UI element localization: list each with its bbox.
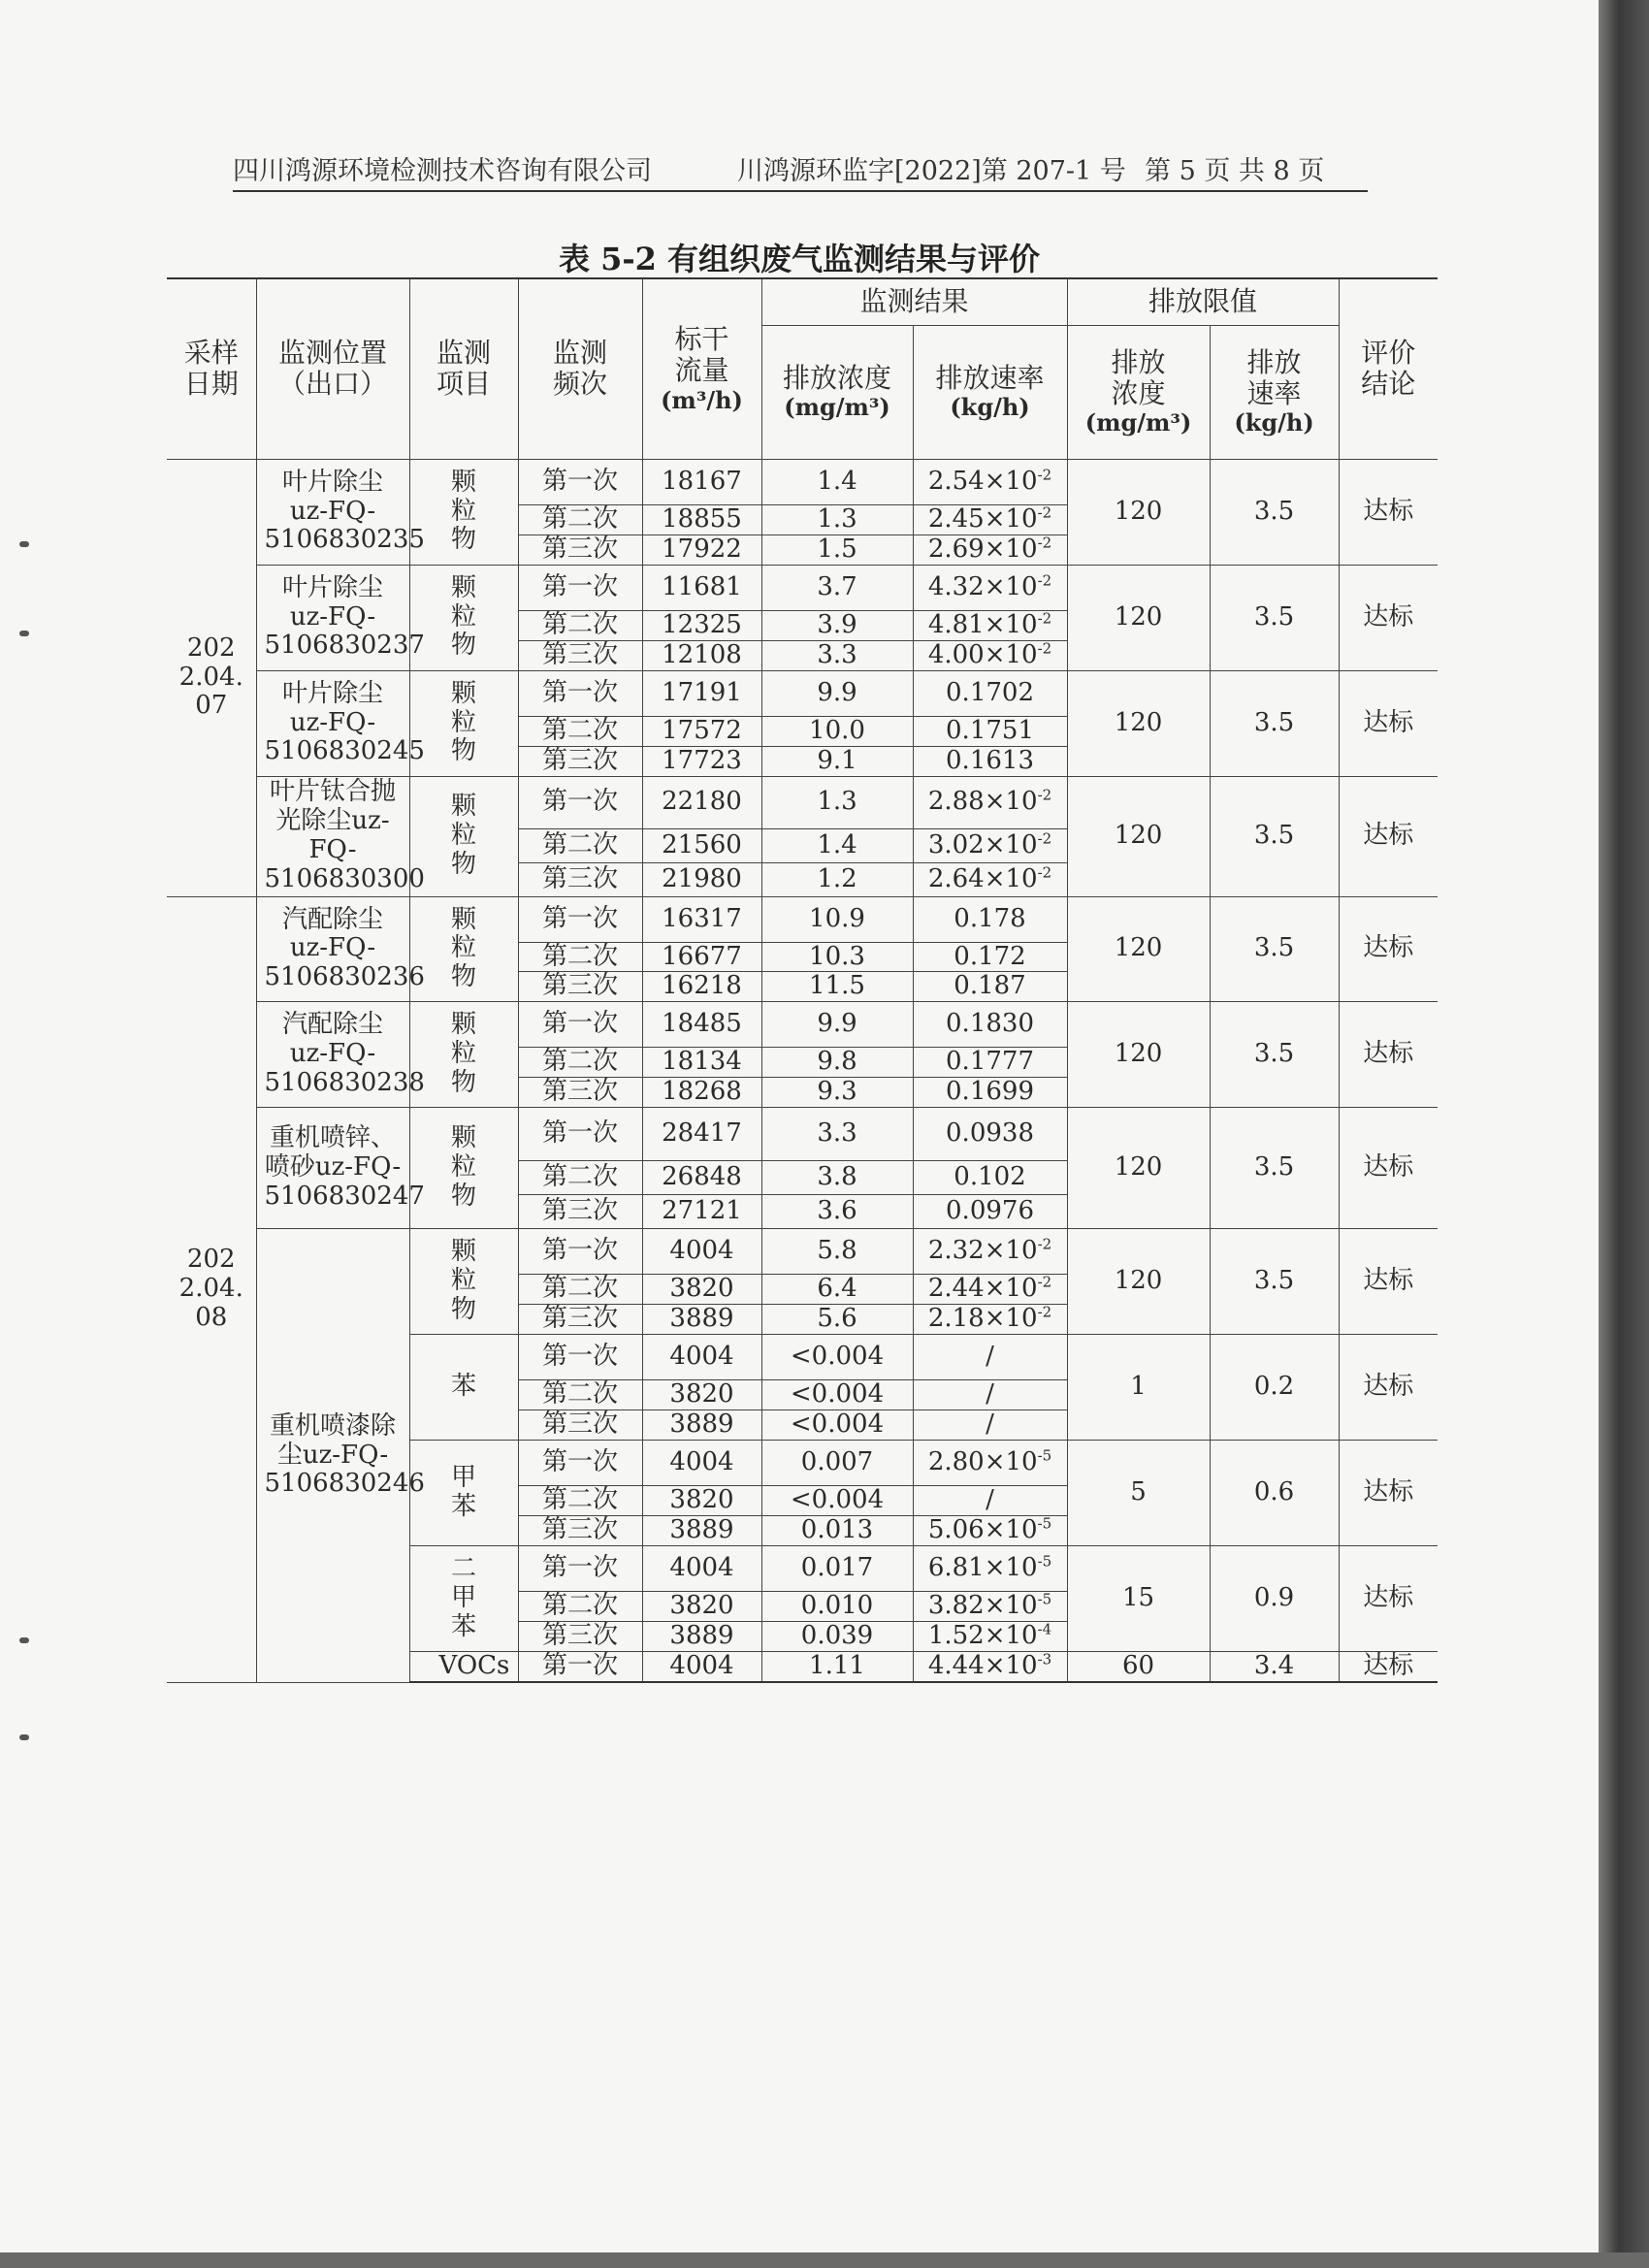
emission-concentration: 6.4 <box>761 1275 913 1305</box>
emission-concentration: 3.3 <box>761 1108 913 1161</box>
emission-concentration: 5.6 <box>761 1305 913 1335</box>
rate-mantissa: 3.82×10 <box>927 1591 1038 1621</box>
frequency: 第三次 <box>518 1078 642 1108</box>
evaluation-result: 达标 <box>1339 565 1438 670</box>
flow-rate: 3889 <box>642 1516 761 1546</box>
table-row <box>167 1229 1438 1275</box>
emission-rate: 0.1613 <box>913 746 1067 776</box>
limit-concentration: 120 <box>1067 776 1210 896</box>
evaluation-result: 达标 <box>1339 1546 1438 1652</box>
frequency: 第一次 <box>518 670 642 716</box>
emission-rate <box>913 459 1067 504</box>
monitoring-item: 颗粒物 <box>409 1002 518 1108</box>
flow-rate: 18855 <box>642 504 761 535</box>
rate-mantissa: 2.44×10 <box>927 1274 1038 1304</box>
frequency: 第一次 <box>518 1002 642 1048</box>
header-results-group: 监测结果 <box>761 278 1067 325</box>
monitoring-location: 叶片钛合抛光除尘uz-FQ-5106830300 <box>256 776 409 896</box>
binding-hole <box>19 1637 29 1643</box>
rate-mantissa: 1.52×10 <box>927 1621 1038 1651</box>
evaluation-result: 达标 <box>1339 1002 1438 1108</box>
rate-exponent: -2 <box>1037 570 1052 589</box>
emission-concentration: 3.8 <box>761 1161 913 1195</box>
emission-concentration: <0.004 <box>761 1380 913 1410</box>
rate-exponent: -2 <box>1037 1273 1052 1291</box>
header-limit-rate-unit: (kg/h) <box>1234 408 1314 437</box>
frequency: 第一次 <box>518 1335 642 1380</box>
header-flow <box>642 278 761 459</box>
emission-rate: 0.1751 <box>913 716 1067 746</box>
monitoring-location: 叶片除尘uz-FQ-5106830245 <box>256 670 409 776</box>
header-location: 监测位置（出口） <box>256 278 409 459</box>
sample-date-text: 2022.04.08 <box>178 1245 243 1333</box>
emission-rate: 0.178 <box>913 896 1067 942</box>
rate-exponent: -2 <box>1037 862 1052 881</box>
header-item: 监测项目 <box>409 278 518 459</box>
rate-mantissa: 2.32×10 <box>927 1236 1038 1266</box>
emission-rate <box>913 862 1067 896</box>
flow-rate: 3820 <box>642 1380 761 1410</box>
flow-rate: 3889 <box>642 1410 761 1441</box>
emission-concentration: 3.9 <box>761 610 913 640</box>
monitoring-location: 汽配除尘uz-FQ-5106830236 <box>256 896 409 1002</box>
frequency: 第二次 <box>518 504 642 535</box>
sample-date <box>167 896 256 1682</box>
limit-concentration: 120 <box>1067 1229 1210 1335</box>
limit-rate: 3.5 <box>1210 1108 1339 1229</box>
emission-rate: / <box>913 1380 1067 1410</box>
emission-concentration: 0.010 <box>761 1592 913 1622</box>
emission-rate <box>913 1229 1067 1275</box>
rate-exponent: -2 <box>1037 1235 1052 1253</box>
evaluation-result: 达标 <box>1339 1652 1438 1682</box>
table-row <box>167 670 1438 716</box>
rate-mantissa: 4.44×10 <box>927 1651 1038 1681</box>
frequency: 第三次 <box>518 1195 642 1229</box>
rate-mantissa: 2.64×10 <box>927 863 1038 893</box>
evaluation-result: 达标 <box>1339 1108 1438 1229</box>
rate-exponent: -5 <box>1037 1590 1052 1608</box>
evaluation-result: 达标 <box>1339 1441 1438 1546</box>
emission-rate <box>913 1441 1067 1486</box>
frequency: 第一次 <box>518 1229 642 1275</box>
emission-concentration: 10.0 <box>761 716 913 746</box>
frequency: 第一次 <box>518 1108 642 1161</box>
emission-concentration: 1.2 <box>761 862 913 896</box>
binding-hole <box>19 1734 29 1740</box>
limit-concentration: 120 <box>1067 565 1210 670</box>
limit-concentration: 120 <box>1067 459 1210 565</box>
page-header <box>233 147 1368 192</box>
rate-mantissa: 2.88×10 <box>927 787 1038 817</box>
rate-exponent: -2 <box>1037 638 1052 657</box>
header-limit-concentration-label: 排放浓度 <box>1111 346 1166 410</box>
monitoring-item: 颗粒物 <box>409 565 518 670</box>
emission-rate <box>913 640 1067 670</box>
monitoring-item: 颗粒物 <box>409 1108 518 1229</box>
flow-rate: 3820 <box>642 1275 761 1305</box>
flow-rate: 16317 <box>642 896 761 942</box>
flow-rate: 4004 <box>642 1441 761 1486</box>
emission-rate <box>913 610 1067 640</box>
emission-concentration: 0.017 <box>761 1546 913 1592</box>
sample-date <box>167 459 256 896</box>
evaluation-result: 达标 <box>1339 459 1438 565</box>
frequency: 第三次 <box>518 1305 642 1335</box>
frequency: 第二次 <box>518 1486 642 1516</box>
flow-rate: 3820 <box>642 1486 761 1516</box>
emission-rate: 0.1699 <box>913 1078 1067 1108</box>
emission-rate <box>913 1592 1067 1622</box>
header-rate-label: 排放速率 <box>935 362 1045 395</box>
frequency: 第二次 <box>518 828 642 862</box>
header-concentration <box>761 325 913 459</box>
flow-rate: 12108 <box>642 640 761 670</box>
emission-results-table <box>167 277 1438 1683</box>
frequency: 第二次 <box>518 1592 642 1622</box>
limit-concentration: 1 <box>1067 1335 1210 1441</box>
emission-concentration: 1.4 <box>761 459 913 504</box>
header-concentration-unit: (mg/m³) <box>784 393 890 422</box>
evaluation-result: 达标 <box>1339 1229 1438 1335</box>
limit-rate: 3.5 <box>1210 1229 1339 1335</box>
rate-exponent: -2 <box>1037 465 1052 483</box>
flow-rate: 21980 <box>642 862 761 896</box>
rate-exponent: -2 <box>1037 786 1052 804</box>
frequency: 第三次 <box>518 1410 642 1441</box>
emission-concentration: 1.11 <box>761 1652 913 1682</box>
rate-mantissa: 4.81×10 <box>927 609 1038 639</box>
emission-rate <box>913 828 1067 862</box>
rate-mantissa: 3.02×10 <box>927 829 1038 859</box>
limit-rate: 3.5 <box>1210 459 1339 565</box>
emission-concentration: 11.5 <box>761 972 913 1002</box>
sample-date-text: 2022.04.07 <box>178 632 243 721</box>
table-row <box>167 896 1438 942</box>
rate-mantissa: 4.00×10 <box>927 639 1038 669</box>
rate-mantissa: 2.54×10 <box>927 466 1038 496</box>
header-limits-group: 排放限值 <box>1067 278 1339 325</box>
limit-rate: 0.6 <box>1210 1441 1339 1546</box>
rate-exponent: -5 <box>1037 1446 1052 1465</box>
limit-concentration: 120 <box>1067 1002 1210 1108</box>
table-row <box>167 565 1438 610</box>
limit-concentration: 15 <box>1067 1546 1210 1652</box>
rate-exponent: -2 <box>1037 1303 1052 1321</box>
limit-rate: 0.9 <box>1210 1546 1339 1652</box>
limit-rate: 3.5 <box>1210 670 1339 776</box>
flow-rate: 21560 <box>642 828 761 862</box>
table-row <box>167 1002 1438 1048</box>
header-limit-rate <box>1210 325 1339 459</box>
emission-concentration: 5.8 <box>761 1229 913 1275</box>
emission-concentration: 1.4 <box>761 828 913 862</box>
flow-rate: 4004 <box>642 1229 761 1275</box>
flow-rate: 4004 <box>642 1546 761 1592</box>
emission-rate <box>913 565 1067 610</box>
frequency: 第二次 <box>518 1380 642 1410</box>
emission-concentration: 9.3 <box>761 1078 913 1108</box>
rate-exponent: -3 <box>1037 1650 1052 1669</box>
limit-rate: 3.5 <box>1210 776 1339 896</box>
rate-exponent: -2 <box>1037 533 1052 551</box>
frequency: 第三次 <box>518 640 642 670</box>
frequency: 第三次 <box>518 1516 642 1546</box>
binding-hole <box>19 631 29 636</box>
limit-concentration: 5 <box>1067 1441 1210 1546</box>
scan-bottom-edge <box>0 2252 1649 2268</box>
emission-concentration: 3.3 <box>761 640 913 670</box>
frequency: 第二次 <box>518 716 642 746</box>
header-flow-label: 标干流量 <box>674 323 729 387</box>
flow-rate: 17922 <box>642 535 761 565</box>
emission-rate: 0.102 <box>913 1161 1067 1195</box>
rate-mantissa: 6.81×10 <box>927 1553 1038 1583</box>
table-header <box>167 278 1438 459</box>
emission-rate: 0.1777 <box>913 1048 1067 1078</box>
emission-concentration: <0.004 <box>761 1410 913 1441</box>
monitoring-location: 叶片除尘uz-FQ-5106830237 <box>256 565 409 670</box>
table-row <box>167 459 1438 504</box>
flow-rate: 4004 <box>642 1652 761 1682</box>
emission-concentration: 9.9 <box>761 1002 913 1048</box>
monitoring-item: 苯 <box>409 1335 518 1441</box>
frequency: 第二次 <box>518 1275 642 1305</box>
emission-rate: 0.1830 <box>913 1002 1067 1048</box>
limit-rate: 3.4 <box>1210 1652 1339 1682</box>
evaluation-result: 达标 <box>1339 896 1438 1002</box>
emission-concentration: 0.039 <box>761 1622 913 1652</box>
emission-concentration: 10.3 <box>761 942 913 972</box>
emission-rate <box>913 1652 1067 1682</box>
monitoring-location: 重机喷锌、喷砂uz-FQ-5106830247 <box>256 1108 409 1229</box>
monitoring-item: 颗粒物 <box>409 776 518 896</box>
flow-rate: 18485 <box>642 1002 761 1048</box>
monitoring-location: 重机喷漆除尘uz-FQ-5106830246 <box>256 1229 409 1682</box>
flow-rate: 18268 <box>642 1078 761 1108</box>
binding-hole <box>19 541 29 547</box>
flow-rate: 4004 <box>642 1335 761 1380</box>
emission-rate: 0.0976 <box>913 1195 1067 1229</box>
flow-rate: 16677 <box>642 942 761 972</box>
header-date: 采样日期 <box>167 278 256 459</box>
rate-exponent: -2 <box>1037 502 1052 521</box>
emission-rate <box>913 1275 1067 1305</box>
table-title: 表 5-2 有组织废气监测结果与评价 <box>558 241 1041 277</box>
emission-rate <box>913 776 1067 828</box>
frequency: 第一次 <box>518 1546 642 1592</box>
rate-exponent: -2 <box>1037 828 1052 847</box>
rate-exponent: -2 <box>1037 608 1052 627</box>
emission-rate <box>913 504 1067 535</box>
rate-exponent: -4 <box>1037 1620 1052 1638</box>
emission-concentration: <0.004 <box>761 1335 913 1380</box>
limit-rate: 3.5 <box>1210 1002 1339 1108</box>
emission-rate: 0.172 <box>913 942 1067 972</box>
flow-rate: 3889 <box>642 1622 761 1652</box>
flow-rate: 22180 <box>642 776 761 828</box>
monitoring-item: 颗粒物 <box>409 670 518 776</box>
emission-concentration: 3.7 <box>761 565 913 610</box>
frequency: 第一次 <box>518 1652 642 1682</box>
evaluation-result: 达标 <box>1339 670 1438 776</box>
flow-rate: 3820 <box>642 1592 761 1622</box>
rate-mantissa: 4.32×10 <box>927 571 1038 601</box>
flow-rate: 11681 <box>642 565 761 610</box>
monitoring-item: 二甲苯 <box>409 1546 518 1652</box>
emission-rate <box>913 1546 1067 1592</box>
frequency: 第一次 <box>518 565 642 610</box>
header-rate-unit: (kg/h) <box>950 393 1030 422</box>
limit-concentration: 120 <box>1067 1108 1210 1229</box>
emission-concentration: 10.9 <box>761 896 913 942</box>
frequency: 第三次 <box>518 535 642 565</box>
frequency: 第二次 <box>518 1161 642 1195</box>
frequency: 第一次 <box>518 1441 642 1486</box>
frequency: 第一次 <box>518 896 642 942</box>
monitoring-location: 汽配除尘uz-FQ-5106830238 <box>256 1002 409 1108</box>
frequency: 第二次 <box>518 1048 642 1078</box>
header-concentration-label: 排放浓度 <box>782 362 891 395</box>
emission-rate <box>913 535 1067 565</box>
frequency: 第一次 <box>518 459 642 504</box>
emission-rate: 0.1702 <box>913 670 1067 716</box>
flow-rate: 16218 <box>642 972 761 1002</box>
monitoring-item: 颗粒物 <box>409 1229 518 1335</box>
emission-concentration: 9.1 <box>761 746 913 776</box>
flow-rate: 18134 <box>642 1048 761 1078</box>
header-limit-concentration-unit: (mg/m³) <box>1084 408 1192 437</box>
flow-rate: 18167 <box>642 459 761 504</box>
limit-concentration: 60 <box>1067 1652 1210 1682</box>
rate-mantissa: 5.06×10 <box>927 1515 1038 1545</box>
emission-rate: 0.187 <box>913 972 1067 1002</box>
monitoring-item: 颗粒物 <box>409 896 518 1002</box>
rate-mantissa: 2.18×10 <box>927 1304 1038 1334</box>
emission-concentration: 0.013 <box>761 1516 913 1546</box>
emission-concentration: 9.8 <box>761 1048 913 1078</box>
flow-rate: 17723 <box>642 746 761 776</box>
emission-concentration: 9.9 <box>761 670 913 716</box>
limit-concentration: 120 <box>1067 896 1210 1002</box>
company-name: 四川鸿源环境检测技术咨询有限公司 <box>233 156 652 186</box>
scan-edge <box>1599 0 1649 2268</box>
flow-rate: 17191 <box>642 670 761 716</box>
monitoring-location: 叶片除尘uz-FQ-5106830235 <box>256 459 409 565</box>
frequency: 第三次 <box>518 862 642 896</box>
header-rate <box>913 325 1067 459</box>
emission-concentration: 0.007 <box>761 1441 913 1486</box>
frequency: 第一次 <box>518 776 642 828</box>
header-flow-unit: (m³/h) <box>661 385 743 414</box>
emission-concentration: 3.6 <box>761 1195 913 1229</box>
header-limit-rate-label: 排放速率 <box>1246 346 1302 410</box>
flow-rate: 26848 <box>642 1161 761 1195</box>
flow-rate: 12325 <box>642 610 761 640</box>
emission-concentration: <0.004 <box>761 1486 913 1516</box>
emission-rate: 0.0938 <box>913 1108 1067 1161</box>
rate-exponent: -5 <box>1037 1514 1052 1533</box>
frequency: 第三次 <box>518 972 642 1002</box>
frequency: 第二次 <box>518 610 642 640</box>
monitoring-item: 颗粒物 <box>409 459 518 565</box>
flow-rate: 27121 <box>642 1195 761 1229</box>
frequency: 第二次 <box>518 942 642 972</box>
monitoring-item: 甲苯 <box>409 1441 518 1546</box>
emission-concentration: 1.3 <box>761 504 913 535</box>
flow-rate: 28417 <box>642 1108 761 1161</box>
evaluation-result: 达标 <box>1339 776 1438 896</box>
page-number: 第 5 页 共 8 页 <box>1145 156 1325 186</box>
frequency: 第三次 <box>518 746 642 776</box>
header-evaluation: 评价结论 <box>1339 278 1438 459</box>
emission-concentration: 1.5 <box>761 535 913 565</box>
emission-rate: / <box>913 1410 1067 1441</box>
rate-mantissa: 2.69×10 <box>927 534 1038 564</box>
emission-rate <box>913 1622 1067 1652</box>
limit-rate: 0.2 <box>1210 1335 1339 1441</box>
evaluation-result: 达标 <box>1339 1335 1438 1441</box>
document-number: 川鸿源环监字[2022]第 207-1 号 <box>737 156 1126 186</box>
limit-concentration: 120 <box>1067 670 1210 776</box>
emission-rate: / <box>913 1486 1067 1516</box>
frequency: 第三次 <box>518 1622 642 1652</box>
emission-rate: / <box>913 1335 1067 1380</box>
flow-rate: 17572 <box>642 716 761 746</box>
emission-concentration: 1.3 <box>761 776 913 828</box>
limit-rate: 3.5 <box>1210 896 1339 1002</box>
header-limit-concentration <box>1067 325 1210 459</box>
emission-rate <box>913 1305 1067 1335</box>
header-frequency: 监测频次 <box>518 278 642 459</box>
monitoring-item: VOCs <box>409 1652 518 1682</box>
table-row <box>167 776 1438 828</box>
limit-rate: 3.5 <box>1210 565 1339 670</box>
table-body <box>167 459 1438 1682</box>
table-row <box>167 1108 1438 1161</box>
emission-rate <box>913 1516 1067 1546</box>
flow-rate: 3889 <box>642 1305 761 1335</box>
rate-mantissa: 2.45×10 <box>927 503 1038 534</box>
rate-exponent: -5 <box>1037 1552 1052 1571</box>
rate-mantissa: 2.80×10 <box>927 1447 1038 1477</box>
